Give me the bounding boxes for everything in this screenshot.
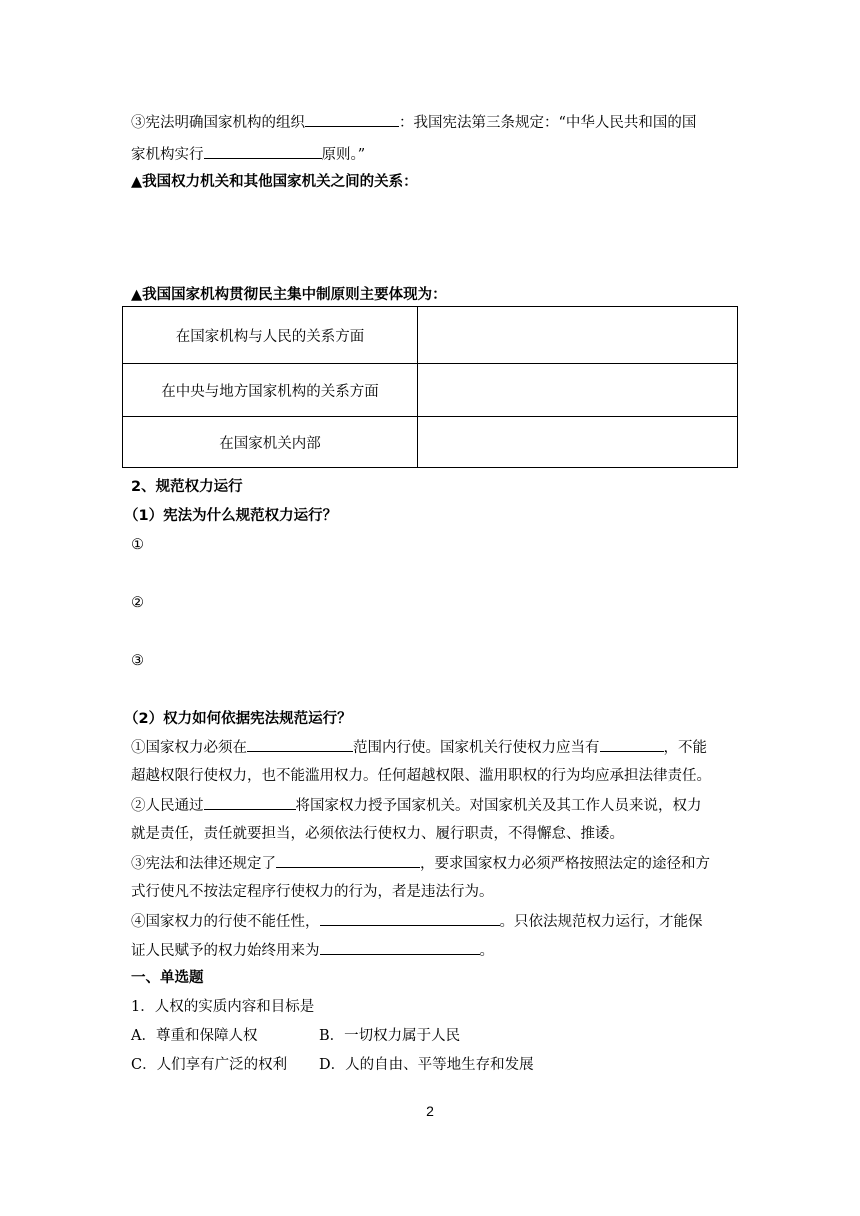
sentence-part: ，要求国家权力必须严格按照法定的途径和方 [420, 856, 710, 872]
option-b: B．一切权力属于人民 [319, 1028, 461, 1044]
sentence-part: 家机构实行 [131, 147, 204, 163]
text-line: 超越权限行使权力，也不能滥用权力。任何超越权限、滥用职权的行为均应承担法律责任。 [131, 768, 711, 784]
question-stem: 1．人权的实质内容和目标是 [131, 999, 315, 1015]
option-d: D．人的自由、平等地生存和发展 [319, 1057, 534, 1073]
section-title: 2、规范权力运行 [131, 479, 243, 495]
list-marker: ② [131, 595, 144, 611]
fill-blank [247, 737, 353, 752]
table-cell-value [418, 417, 738, 468]
text-line [131, 112, 696, 133]
principle-table [122, 306, 738, 468]
sentence-part: ②人民通过 [131, 798, 204, 814]
fill-blank [276, 853, 420, 868]
table-cell-label: 在国家机关内部 [123, 417, 418, 468]
page-number: 2 [426, 1103, 434, 1119]
sentence-part: ④国家权力的行使不能任性， [131, 914, 320, 930]
sentence-part: 范围内行使。国家机关行使权力应当有 [353, 740, 600, 756]
list-marker: ① [131, 537, 144, 553]
question-heading: （2）权力如何依据宪法规范运行？ [124, 711, 352, 727]
sentence-part: 证人民赋予的权力始终用来为 [131, 943, 320, 959]
text-line [131, 911, 703, 932]
text-line: 就是责任，责任就要担当，必须依法行使权力、履行职责，不得懈怠、推诿。 [131, 826, 624, 842]
text-line [131, 940, 494, 961]
text-line [131, 795, 702, 816]
sentence-part: 将国家权力授予国家机关。对国家机关及其工作人员来说，权力 [295, 798, 702, 814]
sentence-part: 。 [479, 943, 494, 959]
question-heading: （1）宪法为什么规范权力运行？ [124, 508, 338, 524]
sentence-part: ③宪法和法律还规定了 [131, 856, 276, 872]
option-c: C．人们享有广泛的权利 [131, 1057, 288, 1073]
text-line [131, 144, 365, 165]
table-row [123, 307, 738, 364]
sentence-part: 。只依法规范权力运行，才能保 [499, 914, 703, 930]
fill-blank [305, 112, 399, 127]
table-cell-label: 在中央与地方国家机构的关系方面 [123, 364, 418, 417]
fill-blank [320, 911, 500, 926]
option-a: A．尊重和保障人权 [131, 1028, 258, 1044]
table-cell-value [418, 364, 738, 417]
section-heading: ▲我国权力机关和其他国家机关之间的关系： [131, 174, 418, 190]
section-heading: ▲我国国家机构贯彻民主集中制原则主要体现为： [131, 287, 447, 303]
text-line: 式行使凡不按法定程序行使权力的行为，者是违法行为。 [131, 884, 494, 900]
section-title: 一、单选题 [131, 970, 204, 986]
fill-blank [204, 144, 322, 159]
text-line [131, 853, 710, 874]
fill-blank [204, 795, 296, 810]
sentence-part: 原则。” [321, 147, 366, 163]
list-marker: ③ [131, 653, 144, 669]
fill-blank [320, 940, 480, 955]
fill-blank [600, 737, 664, 752]
table-cell-value [418, 307, 738, 364]
sentence-part: ③宪法明确国家机构的组织 [131, 115, 305, 131]
table-row [123, 417, 738, 468]
sentence-part: ：我国宪法第三条规定：“中华人民共和国的国 [399, 115, 697, 131]
table-cell-label: 在国家机构与人民的关系方面 [123, 307, 418, 364]
table-row [123, 364, 738, 417]
text-line [131, 737, 707, 758]
sentence-part: ①国家权力必须在 [131, 740, 247, 756]
sentence-part: ，不能 [663, 740, 707, 756]
